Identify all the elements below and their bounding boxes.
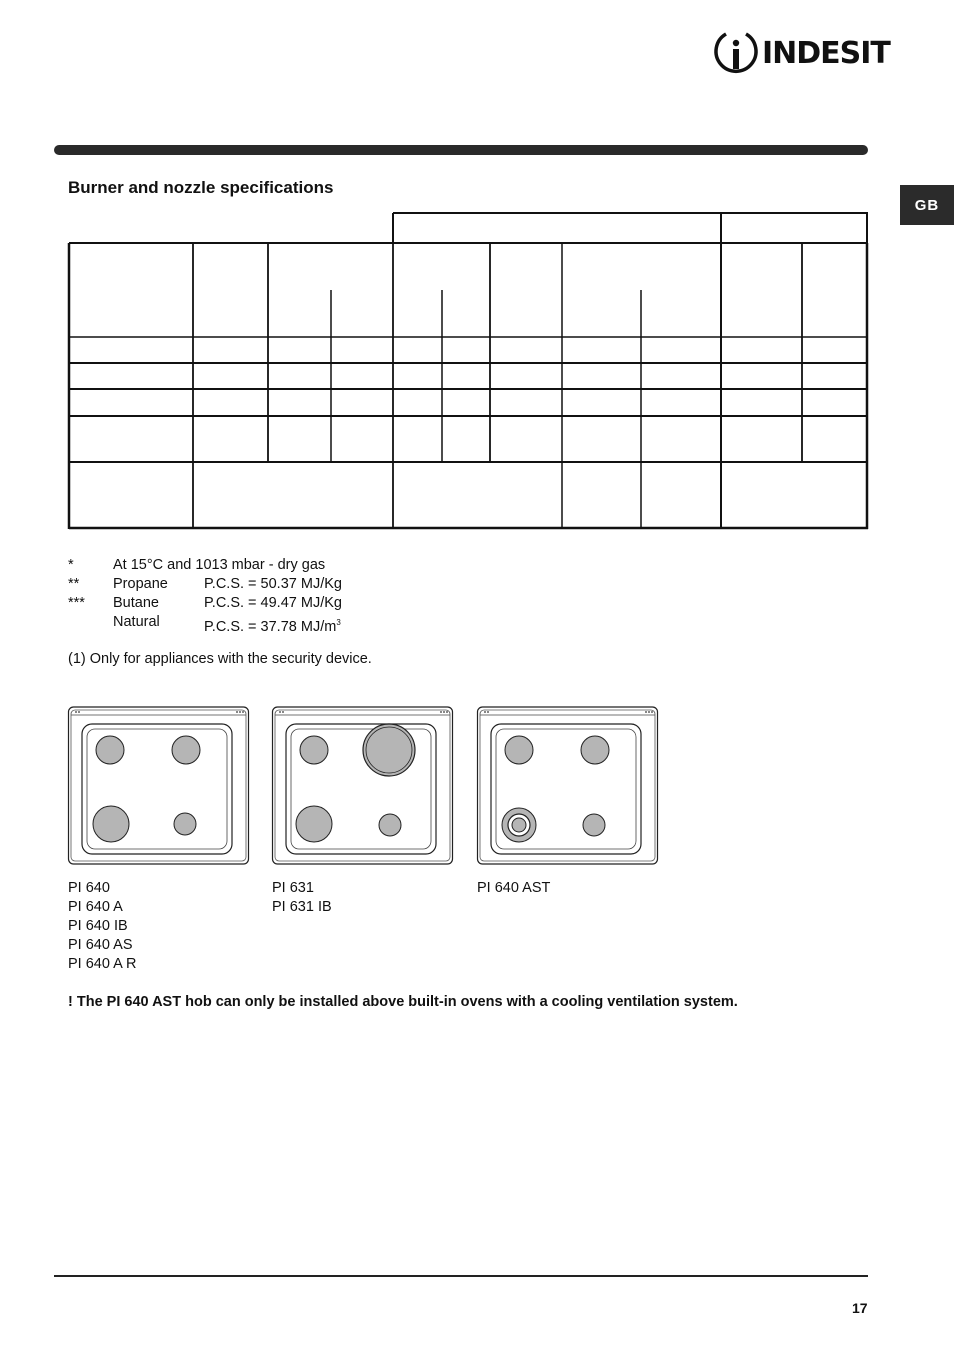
footer-rule (54, 1275, 868, 1277)
note-value: P.C.S. = 50.37 MJ/Kg (204, 576, 342, 592)
page-number: 17 (852, 1300, 868, 1316)
hob-models-2 (272, 879, 332, 917)
note-text: At 15°C and 1013 mbar - dry gas (113, 557, 326, 573)
hob-models-1 (68, 879, 137, 974)
model-name: PI 640 IB (68, 918, 128, 934)
brand-name: INDESIT (762, 36, 890, 71)
note-gas: Butane (113, 595, 159, 611)
model-name: PI 631 IB (272, 899, 332, 915)
model-name: PI 640 A R (68, 956, 137, 972)
section-title: Burner and nozzle specifications (68, 178, 334, 197)
installation-warning: ! The PI 640 AST hob can only be installed above built-in ovens with a cooling ventilation system. (68, 994, 738, 1010)
hob-diagram-2 (273, 707, 453, 864)
model-name: PI 640 AST (477, 880, 551, 896)
note-value-text: P.C.S. = 37.78 MJ/m (204, 618, 337, 635)
model-name: PI 631 (272, 880, 314, 896)
hob-diagrams (0, 700, 954, 870)
model-name: PI 640 A (68, 899, 123, 915)
hob-diagram-1 (69, 707, 249, 864)
hob-models-3 (477, 879, 550, 898)
note-gas: Natural (113, 614, 160, 630)
note-mark: *** (68, 595, 85, 611)
specifications-table (0, 0, 954, 540)
model-name: PI 640 AS (68, 937, 133, 953)
hob-diagram-3 (478, 707, 658, 864)
language-tab: GB (900, 185, 954, 225)
note-value (204, 613, 341, 637)
note-mark: ** (68, 576, 80, 592)
note-value: P.C.S. = 49.47 MJ/Kg (204, 595, 342, 611)
note-mark: * (68, 557, 74, 573)
footnote: (1) Only for appliances with the security device. (68, 651, 372, 667)
note-value-superscript: 3 (336, 618, 341, 627)
note-gas: Propane (113, 576, 168, 592)
model-name: PI 640 (68, 880, 110, 896)
